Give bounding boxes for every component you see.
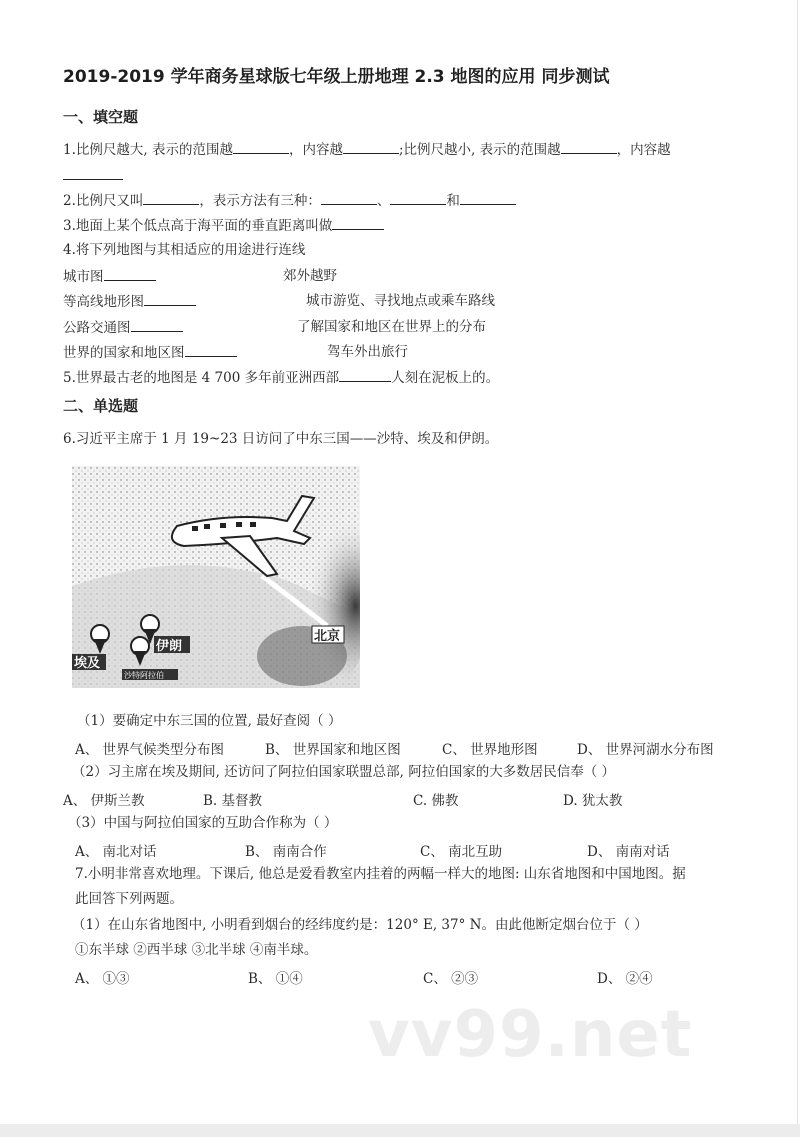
matching-right-item: 了解国家和地区在世界上的分布	[297, 319, 486, 335]
question-2: 2.比例尺又叫 ，表示方法有三种： 、 和	[63, 191, 516, 210]
question-6-1-stem: （1）要确定中东三国的位置, 最好查阅（ ）	[77, 713, 342, 729]
page-title: 2019-2019 学年商务星球版七年级上册地理 2.3 地图的应用 同步测试	[63, 67, 610, 87]
watermark: vv99.net	[368, 998, 693, 1072]
middle-east-map-image	[72, 466, 360, 688]
option-b[interactable]: B、 ①④	[248, 971, 303, 987]
question-4-prompt: 4.将下列地图与其相适应的用途进行连线	[63, 242, 306, 258]
matching-right-item: 驾车外出旅行	[327, 344, 408, 360]
answer-blank	[233, 140, 289, 154]
question-6-2-stem: （2）习主席在埃及期间, 还访问了阿拉伯国家联盟总部, 阿拉伯国家的大多数居民信奉（ ）	[72, 764, 616, 780]
option-c[interactable]: C、 世界地形图	[442, 742, 538, 758]
map-label-egypt: 埃及	[74, 656, 101, 671]
option-c[interactable]: C、 ②③	[423, 971, 479, 987]
option-a[interactable]: A、 ①③	[75, 971, 130, 987]
option-d[interactable]: D、 南南对话	[587, 844, 670, 860]
question-5: 5.世界最古老的地图是 4 700 多年前亚洲西部 人刻在泥板上的。	[63, 370, 500, 386]
matching-left-item: 世界的国家和地区图	[63, 343, 237, 362]
question-7-stem-continued: 此回答下列两题。	[75, 891, 183, 907]
map-label-beijing: 北京	[314, 629, 341, 644]
option-d[interactable]: D、 世界河湖水分布图	[577, 742, 714, 758]
answer-blank	[143, 191, 199, 205]
option-a[interactable]: A、 南北对话	[75, 844, 157, 860]
answer-blank	[343, 140, 399, 154]
option-a[interactable]: A、 伊斯兰教	[63, 793, 145, 809]
option-d[interactable]: D、 ②④	[597, 971, 653, 987]
section-heading-single-choice: 二、单选题	[63, 397, 139, 415]
question-7-1-stem: （1）在山东省地图中, 小明看到烟台的经纬度约是：120° E, 37° N。由此他断定烟台位于（ ）	[72, 917, 648, 933]
map-label-iran: 伊朗	[156, 639, 183, 654]
question-1: 1.比例尺越大, 表示的范围越 ，内容越 ;比例尺越小, 表示的范围越 ，内容越	[63, 142, 671, 158]
answer-blank	[390, 191, 446, 205]
answer-blank	[339, 368, 391, 382]
matching-left-item: 等高线地形图	[63, 292, 196, 311]
question-3: 3.地面上某个低点高于海平面的垂直距离叫做	[63, 216, 384, 235]
option-b[interactable]: B. 基督教	[203, 793, 263, 809]
question-1-continued	[63, 166, 123, 185]
matching-right-item: 郊外越野	[283, 268, 337, 284]
answer-blank	[561, 140, 617, 154]
answer-blank	[321, 191, 377, 205]
question-7-1-choices: ①东半球 ②西半球 ③北半球 ④南半球。	[75, 942, 318, 958]
answer-blank	[185, 343, 237, 357]
page-bottom-edge	[0, 1124, 800, 1137]
answer-blank	[144, 292, 196, 306]
question-7-stem: 7.小明非常喜欢地理。下课后, 他总是爱看教室内挂着的两幅一样大的地图: 山东省地图和中国地图。据	[75, 866, 686, 882]
question-6-3-stem: （3）中国与阿拉伯国家的互助合作称为（ ）	[68, 815, 338, 831]
option-a[interactable]: A、 世界气候类型分布图	[75, 742, 225, 758]
option-c[interactable]: C、 南北互助	[420, 844, 503, 860]
question-6-stem: 6.习近平主席于 1 月 19~23 日访问了中东三国——沙特、埃及和伊朗。	[63, 431, 499, 447]
map-label-saudi: 沙特阿拉伯	[124, 671, 164, 680]
answer-blank	[332, 216, 384, 230]
answer-blank	[131, 318, 183, 332]
section-heading-fill-blank: 一、填空题	[63, 108, 139, 126]
matching-left-item: 公路交通图	[63, 318, 183, 337]
map-illustration-icon	[72, 466, 360, 688]
matching-right-item: 城市游览、寻找地点或乘车路线	[306, 293, 495, 309]
option-b[interactable]: B、 世界国家和地区图	[265, 742, 401, 758]
answer-blank	[460, 191, 516, 205]
answer-blank	[63, 166, 123, 180]
matching-left-item: 城市图	[63, 267, 156, 286]
option-b[interactable]: B、 南南合作	[245, 844, 327, 860]
option-d[interactable]: D. 犹太教	[563, 793, 623, 809]
option-c[interactable]: C. 佛教	[413, 793, 459, 809]
answer-blank	[104, 267, 156, 281]
